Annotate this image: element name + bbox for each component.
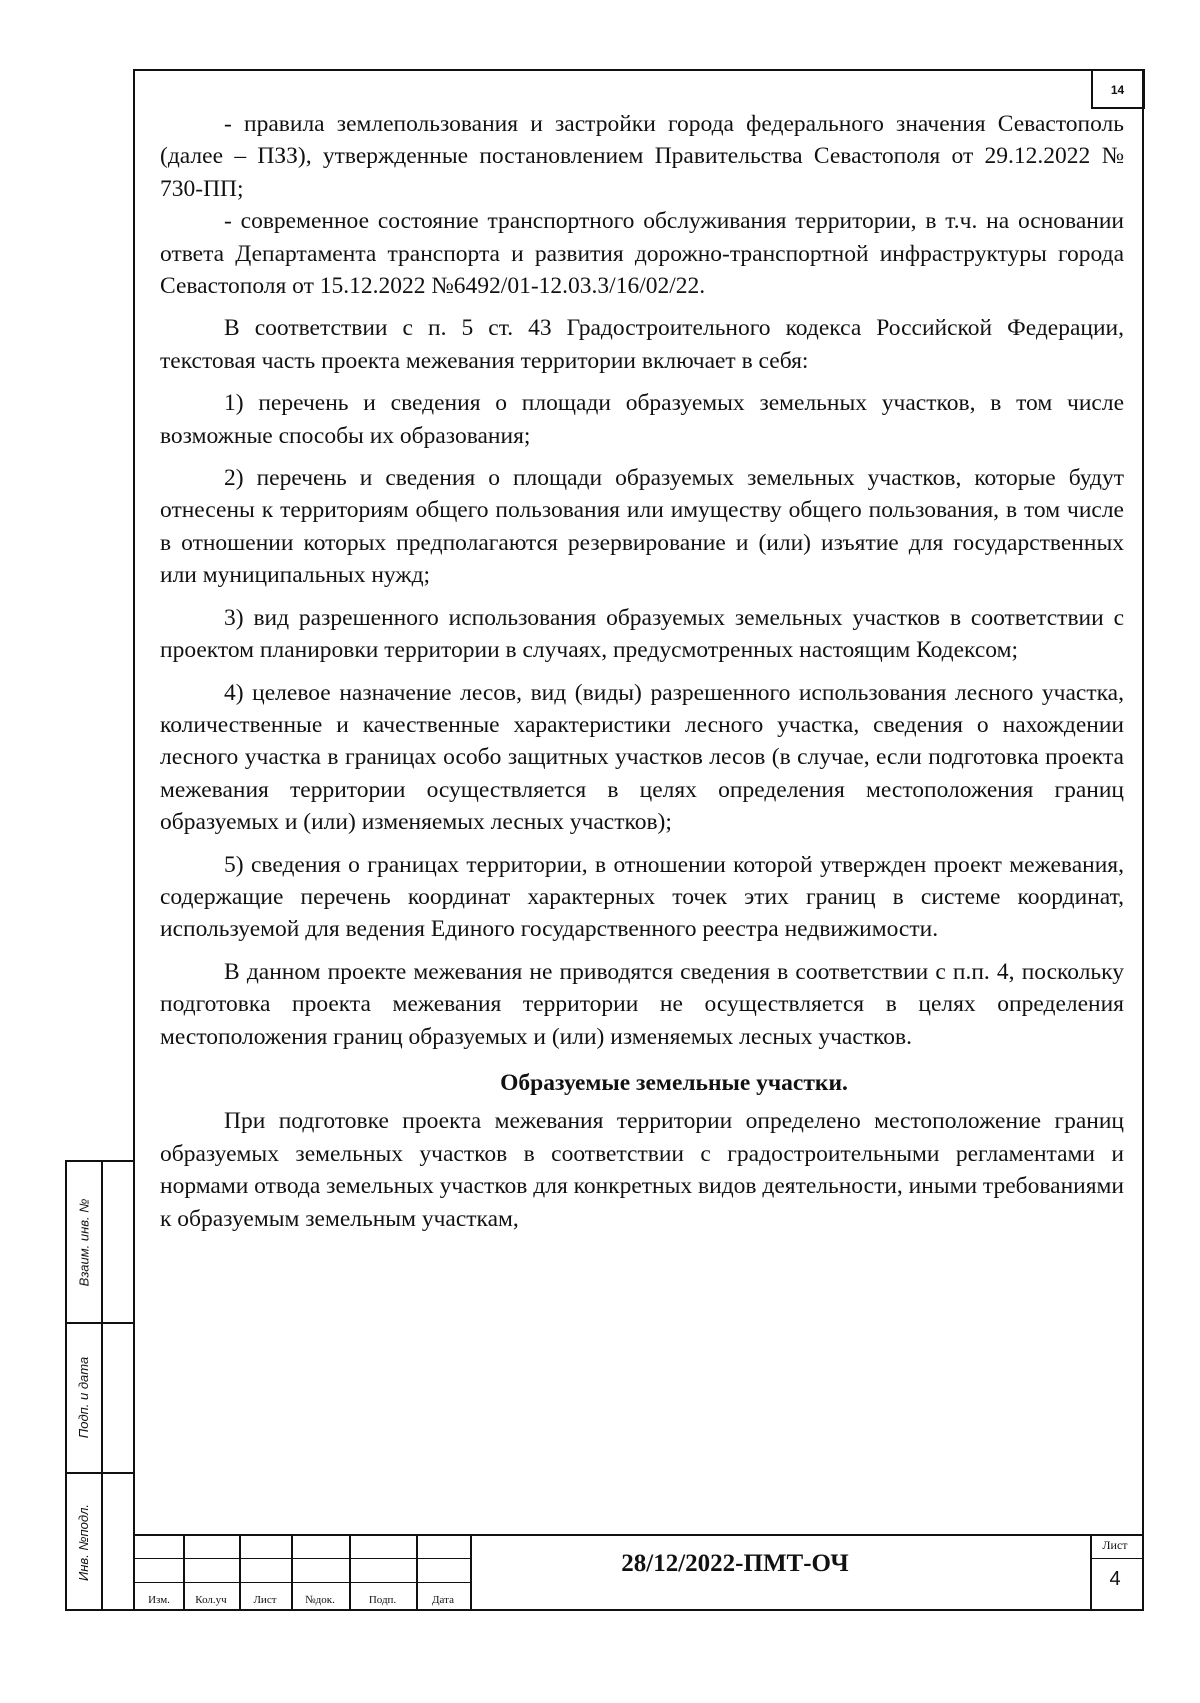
paragraph: - правила землепользования и застройки города федерального значения Севастополь (далее – ПЗЗ), утвержденные постановлением Правительства Севастополя от 29.12.2022 № 730-ПП; — [160, 111, 1124, 202]
sheet-label: Лист — [1102, 1538, 1128, 1552]
title-block-rule — [135, 1582, 470, 1583]
paragraph: 2) перечень и сведения о площади образуемых земельных участков, которые будут отнесены к территориям общего пользования или имуществу общего пользования, в том числе в отношении которых предполагаются резервирование и (или) изъятие для государственных или муниципальных нужд; — [160, 465, 1124, 589]
side-stamp-cell — [67, 1472, 101, 1613]
col-izm: Изм. — [148, 1594, 170, 1606]
col-ndok: №док. — [305, 1594, 335, 1606]
col-kol: Кол.уч — [195, 1594, 227, 1606]
paragraph: 5) сведения о границах территории, в отношении которой утвержден проект межевания, содержащие перечень координат характерных точек этих границ в системе координат, используемой для ведения Единого государственного реестра недвижимости. — [160, 851, 1124, 943]
side-stamp-inv: Инв. №подл. — [76, 1503, 92, 1582]
title-block-rule — [1090, 1558, 1142, 1559]
side-stamp-cell — [67, 1322, 101, 1472]
side-stamp-vzam: Взаим. инв. № — [76, 1198, 92, 1286]
sheet-number: 4 — [1109, 1568, 1121, 1590]
paragraph: 1) перечень и сведения о площади образуемых земельных участков, в том числе возможные способы их образования; — [160, 390, 1124, 449]
paragraph: В соответствии с п. 5 ст. 43 Градостроительного кодекса Российской Федерации, текстовая часть проекта межевания территории включает в себя: — [160, 315, 1124, 374]
side-stamp-podp: Подп. и дата — [76, 1356, 92, 1438]
title-block-rule — [135, 1558, 470, 1559]
paragraph: 3) вид разрешенного использования образуемых земельных участков в соответствии с проектом планировки территории в случаях, предусмотренных настоящим Кодексом; — [160, 604, 1124, 664]
side-stamp-divider — [101, 1162, 103, 1609]
paragraph: 4) целевое назначение лесов, вид (виды) разрешенного использования лесного участка, количественные и качественные характеристики лесного участка, сведения о нахождении лесного участка в границах особо защитных участков лесов (в случае, если подготовка проекта межевания территории осуществляется в целях определения местоположения границ образуемых и (или) изменяемых лесных участков); — [160, 679, 1124, 836]
title-block — [135, 1534, 1142, 1609]
side-stamp-cell — [67, 1162, 101, 1322]
document-code: 28/12/2022-ПМТ-ОЧ — [621, 1550, 849, 1577]
col-list: Лист — [253, 1594, 277, 1606]
col-data: Дата — [432, 1594, 454, 1606]
paragraph: При подготовке проекта межевания территории определено местоположение границ образуемых земельных участков в соответствии с градостроительными регламентами и нормами отвода земельных участков для конкретных видов деятельности, иными требованиями к образуемым земельным участкам, — [160, 1108, 1124, 1232]
paragraph: - современное состояние транспортного обслуживания территории, в т.ч. на основании ответа Департамента транспорта и развития дорожно-транспортной инфраструктуры города Севастополя от 15.12.2022 №6492/01-12.03.3/16/02/22. — [160, 208, 1124, 300]
page-number: 14 — [1091, 69, 1145, 109]
section-heading: Образуемые земельные участки. — [500, 1069, 848, 1096]
document-body — [160, 108, 1124, 1235]
side-stamp — [65, 1160, 133, 1611]
paragraph: В данном проекте межевания не приводятся сведения в соответствии с п.п. 4, поскольку подготовка проекта межевания территории не осуществляется в целях определения местоположения границ образуемых и (или) изменяемых лесных участков. — [160, 958, 1124, 1050]
col-podp: Подп. — [368, 1594, 397, 1606]
